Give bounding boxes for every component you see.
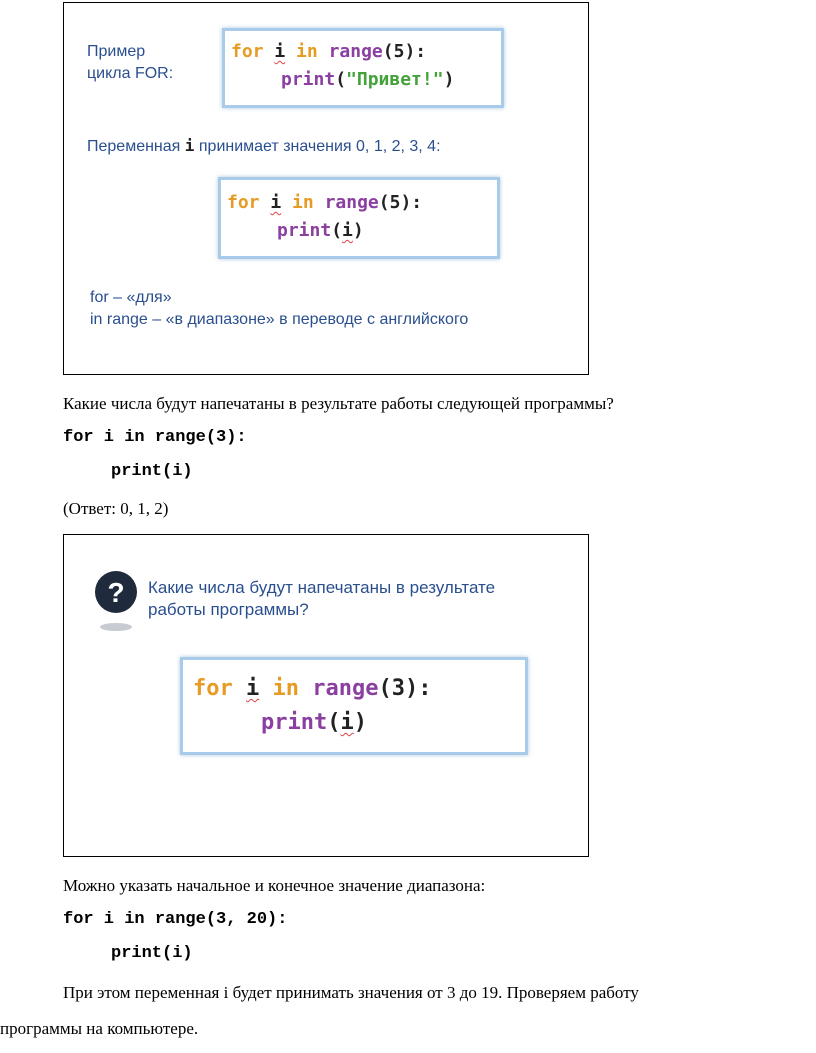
conclusion-line1: При этом переменная i будет принимать значения от 3 до 19. Проверяем работу xyxy=(63,983,639,1002)
code-box-question xyxy=(180,657,528,755)
range-arg: 3 xyxy=(391,676,405,701)
variable-name: i xyxy=(184,136,195,155)
answer-paragraph: (Ответ: 0, 1, 2) xyxy=(63,499,169,518)
range-arg: 5 xyxy=(393,41,405,62)
keyword-in: in xyxy=(272,676,299,701)
function-print: print xyxy=(261,710,328,735)
variable-description xyxy=(87,135,441,158)
svg-text:?: ? xyxy=(107,577,125,608)
question-paragraph: Какие числа будут напечатаны в результате работы следующей программы? xyxy=(63,394,614,413)
range-arg: 5 xyxy=(389,192,401,213)
print-string: "Привет!" xyxy=(346,69,444,90)
print-arg: i xyxy=(342,220,353,241)
example-label-line2: цикла FOR: xyxy=(87,65,174,82)
program2-line2: print(i) xyxy=(111,944,193,963)
note-line1: for – «для» xyxy=(90,289,172,306)
question-line1: Какие числа будут напечатаны в результате xyxy=(148,578,496,597)
question-icon xyxy=(94,569,138,633)
variable-text-after: принимает значения 0, 1, 2, 3, 4: xyxy=(198,138,441,155)
conclusion-line2: программы на компьютере. xyxy=(0,1019,199,1038)
code-line-print: print(i) xyxy=(261,710,367,735)
code-line-print: print(i) xyxy=(277,220,364,241)
function-range: range xyxy=(312,676,379,701)
loop-variable: i xyxy=(270,192,282,213)
range-intro-paragraph: Можно указать начальное и конечное значение диапазона: xyxy=(63,876,486,895)
variable-text-before: Переменная xyxy=(87,138,181,155)
code-line-print: print("Привет!") xyxy=(281,69,455,90)
function-print: print xyxy=(277,220,332,241)
keyword-for: for xyxy=(193,676,233,701)
program1-line1: for i in range(3): xyxy=(63,428,247,447)
code-line-for: for i in range(3): xyxy=(193,676,432,701)
example-label xyxy=(87,41,173,85)
code-box-example xyxy=(222,28,504,108)
slide-for-loop-example xyxy=(63,2,589,375)
keyword-for: for xyxy=(227,192,260,213)
print-arg: i xyxy=(340,710,354,735)
question-line2: работы программы? xyxy=(148,600,309,619)
program1-line2: print(i) xyxy=(111,462,193,481)
translation-note xyxy=(90,287,468,331)
slide2-question xyxy=(148,577,495,621)
program2-line1: for i in range(3, 20): xyxy=(63,910,288,929)
loop-variable: i xyxy=(274,41,286,62)
code-box-print-i xyxy=(218,177,500,259)
code-line-for: for i in range(5): xyxy=(227,192,423,213)
example-label-line1: Пример xyxy=(87,43,146,60)
keyword-in: in xyxy=(292,192,314,213)
code-line-for: for i in range(5): xyxy=(231,41,427,62)
keyword-for: for xyxy=(231,41,264,62)
function-range: range xyxy=(324,192,379,213)
slide-question xyxy=(63,534,589,857)
function-print: print xyxy=(281,69,336,90)
loop-variable: i xyxy=(246,676,260,701)
function-range: range xyxy=(328,41,383,62)
note-line2: in range – «в диапазоне» в переводе с английского xyxy=(90,311,469,328)
keyword-in: in xyxy=(296,41,318,62)
